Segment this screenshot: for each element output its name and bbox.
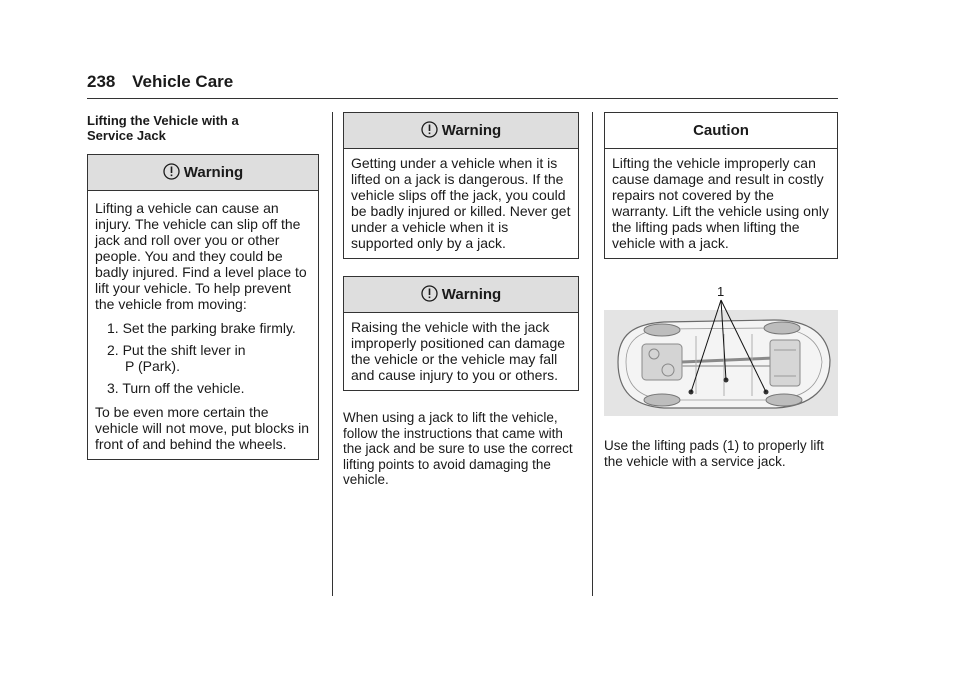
caution-box bbox=[604, 112, 838, 259]
warning-icon bbox=[421, 121, 438, 138]
warning-title-bar bbox=[344, 113, 578, 149]
warning-title: Warning bbox=[441, 122, 502, 139]
warning-icon bbox=[163, 163, 180, 180]
warning-box bbox=[87, 154, 319, 460]
warning-title-bar bbox=[88, 155, 318, 191]
warning-title: Warning bbox=[183, 164, 244, 181]
warning-title-bar bbox=[344, 277, 578, 313]
vehicle-underside-figure bbox=[604, 284, 838, 432]
caution-body: Lifting the vehicle improperly can cause damage and result in costly repairs not covered by the warranty. Lift the vehicle using only the lifting pads when lifting the vehicle with a jack. bbox=[612, 155, 829, 251]
list-item: 1. Set the parking brake firmly. bbox=[107, 320, 296, 336]
callout-leader-lines bbox=[604, 284, 838, 424]
column-divider-1 bbox=[332, 112, 333, 596]
column-divider-2 bbox=[592, 112, 593, 596]
subheading: Lifting the Vehicle with a Service Jack bbox=[87, 113, 239, 143]
section-title: Vehicle Care bbox=[132, 72, 234, 91]
warning-box bbox=[343, 112, 579, 259]
caution-title: Caution bbox=[605, 113, 837, 149]
header-divider bbox=[87, 98, 838, 99]
warning-icon bbox=[421, 285, 438, 302]
page-header bbox=[87, 72, 233, 92]
list-item: 3. Turn off the vehicle. bbox=[107, 380, 245, 396]
warning-body: Getting under a vehicle when it is lifted on a jack is dangerous. If the vehicle slips off the jack, you could be badly injured or killed. Never get under a vehicle when it is supported only by a jack. bbox=[351, 155, 571, 251]
warning-intro: Lifting a vehicle can cause an injury. The vehicle can slip off the jack and roll over you or other people. You and they could be badly injured. Find a level place to lift your vehicle. To help prevent the vehicle from moving: bbox=[95, 200, 307, 312]
list-item: 2. Put the shift lever in P (Park). bbox=[107, 342, 246, 374]
warning-body bbox=[88, 191, 318, 459]
figure-caption: Use the lifting pads (1) to properly lift the vehicle with a service jack. bbox=[604, 438, 824, 469]
column-1 bbox=[87, 112, 319, 460]
warning-outro: To be even more certain the vehicle will not move, put blocks in front of and behind the wheels. bbox=[95, 404, 309, 452]
warning-body: Raising the vehicle with the jack improperly positioned can damage the vehicle or the vehicle may fall and cause injury to you or others. bbox=[351, 319, 566, 383]
warning-box bbox=[343, 276, 579, 391]
page-number: 238 bbox=[87, 72, 116, 91]
callout-number: 1 bbox=[717, 284, 725, 299]
step-list bbox=[95, 320, 311, 396]
column-3 bbox=[604, 112, 838, 469]
warning-title: Warning bbox=[441, 286, 502, 303]
jack-instructions-paragraph: When using a jack to lift the vehicle, follow the instructions that came with the jack and be sure to use the correct lifting points to avoid damaging the vehicle. bbox=[343, 410, 573, 487]
column-2 bbox=[343, 112, 579, 488]
